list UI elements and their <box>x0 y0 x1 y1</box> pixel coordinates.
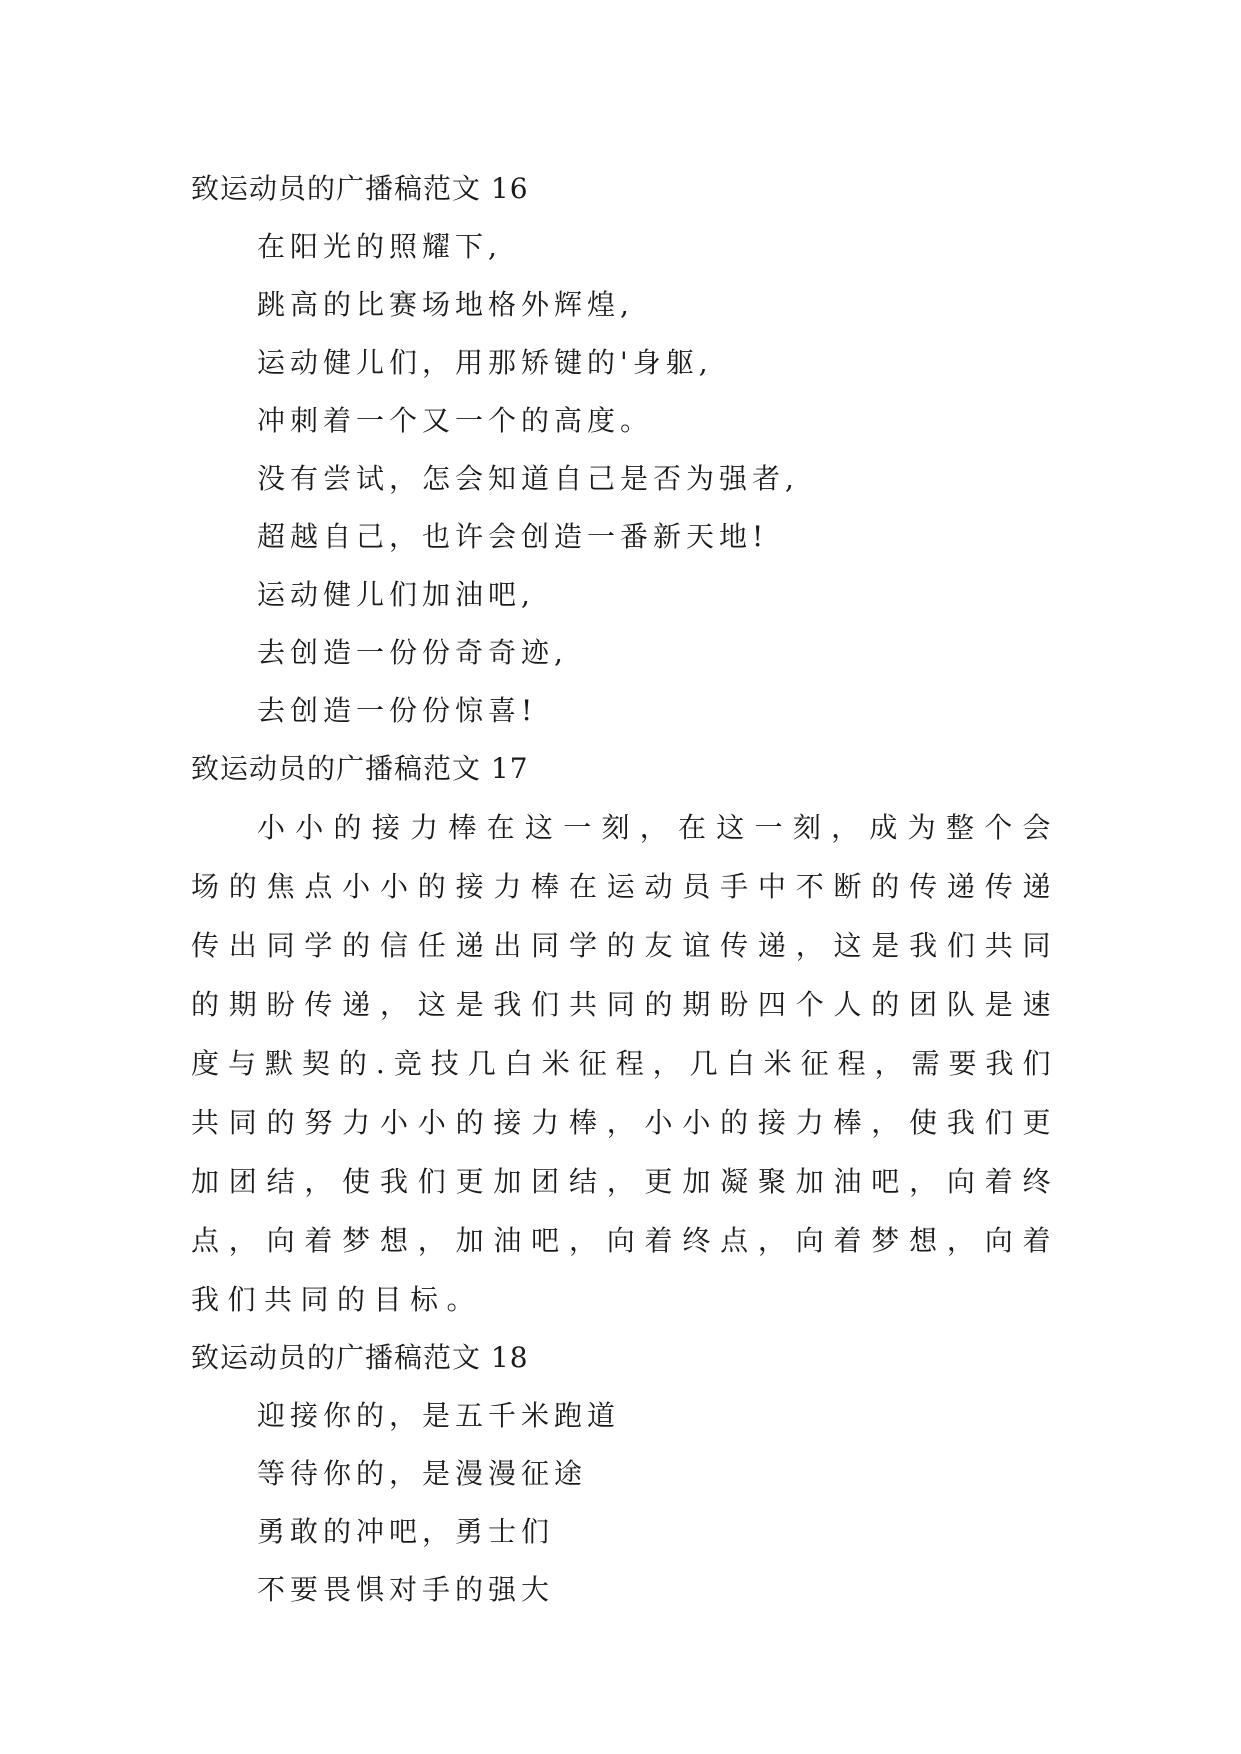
poem-line: 运动健儿们，用那矫键的'身躯, <box>257 346 713 379</box>
poem-line: 迎接你的，是五千米跑道 <box>257 1399 621 1432</box>
section-heading-18: 致运动员的广播稿范文 18 <box>191 1341 529 1374</box>
poem-line: 去创造一份份惊喜! <box>257 694 538 727</box>
poem-line: 运动健儿们加油吧, <box>257 578 535 611</box>
poem-line: 等待你的，是漫漫征途 <box>257 1457 588 1490</box>
section-heading-16: 致运动员的广播稿范文 16 <box>191 172 529 205</box>
section-heading-17: 致运动员的广播稿范文 17 <box>191 752 529 785</box>
poem-line: 超越自己，也许会创造一番新天地! <box>257 520 769 553</box>
document-page <box>191 160 1059 1619</box>
poem-line: 勇敢的冲吧，勇士们 <box>257 1515 555 1548</box>
poem-line: 跳高的比赛场地格外辉煌, <box>257 288 634 321</box>
poem-line: 不要畏惧对手的强大 <box>257 1573 555 1606</box>
poem-line: 没有尝试，怎会知道自己是否为强者, <box>257 462 799 495</box>
body-paragraph: 小小的接力棒在这一刻，在这一刻，成为整个会场的焦点小小的接力棒在运动员手中不断的传递传递传出同学的信任递出同学的友谊传递，这是我们共同的期盼传递，这是我们共同的期盼四个人的团队是速度与默契的.竞技几白米征程，几白米征程，需要我们共同的努力小小的接力棒，小小的接力棒，使我们更加团结，使我们更加团结，更加凝聚加油吧，向着终点，向着梦想，加油吧，向着终点，向着梦想，向着我们共同的目标。 <box>191 811 1059 1316</box>
poem-line: 冲刺着一个又一个的高度。 <box>257 404 654 437</box>
poem-line: 在阳光的照耀下, <box>257 230 502 263</box>
poem-line: 去创造一份份奇奇迹, <box>257 636 568 669</box>
